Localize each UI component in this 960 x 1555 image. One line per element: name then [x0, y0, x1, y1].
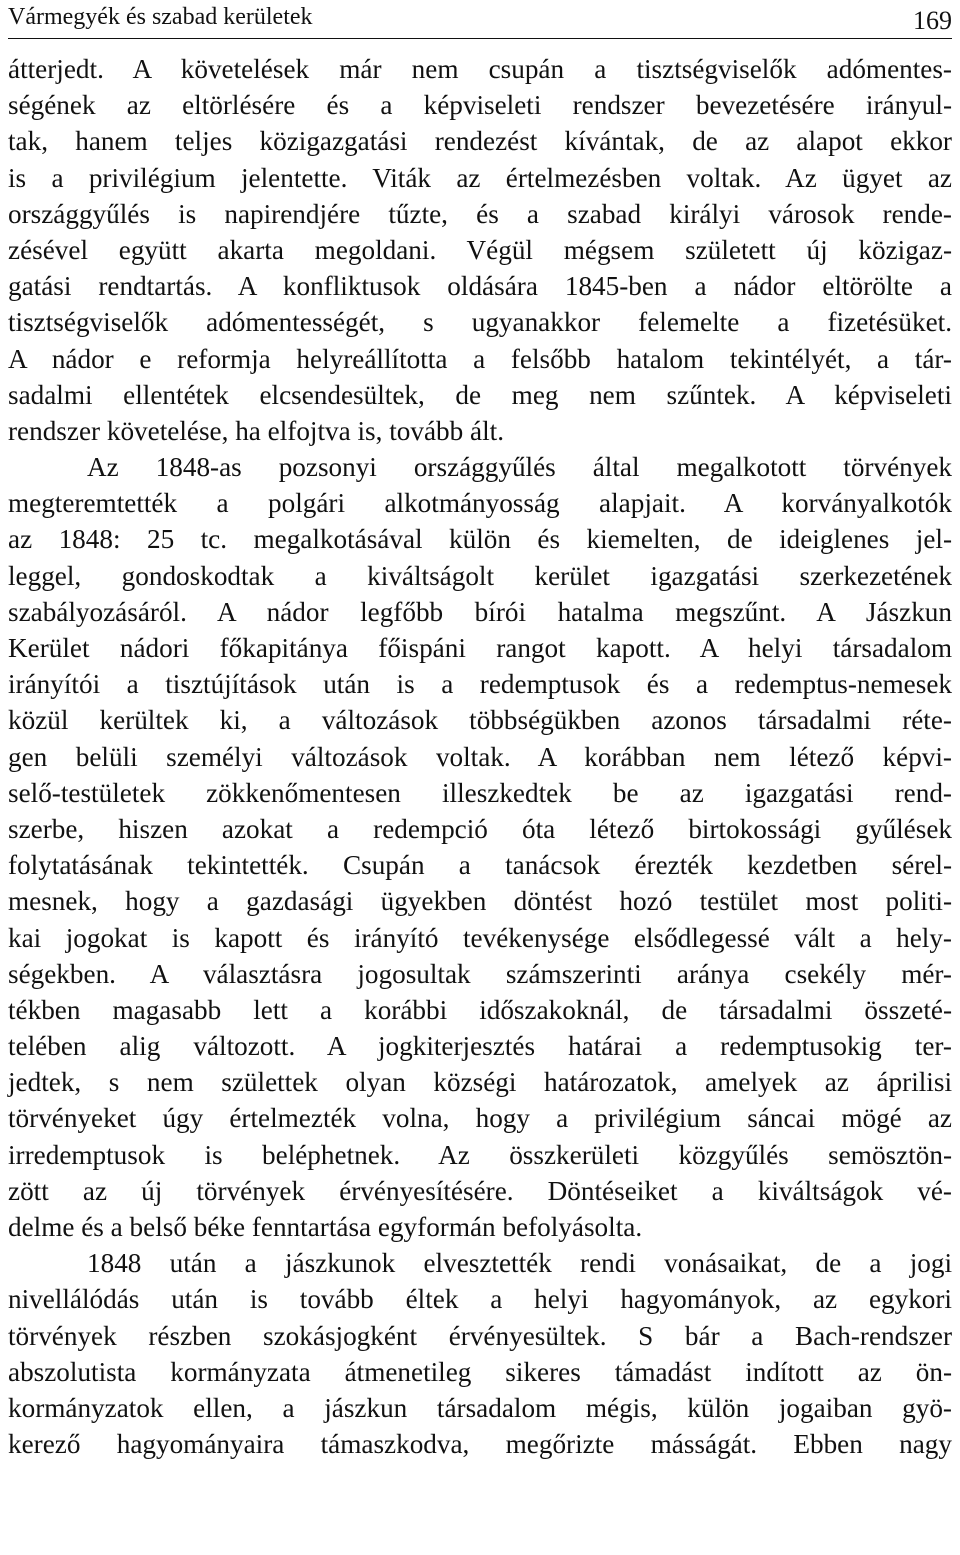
text-line: Kerület nádori főkapitánya főispáni rangot kapott. A helyi társadalom [8, 633, 952, 663]
text-line: zött az új törvények érvényesítésére. Döntéseiket a kiváltságok vé- [8, 1175, 952, 1206]
text-line: az 1848: 25 tc. megalkotásával külön és kiemelten, de ideiglenes jel- [8, 524, 952, 555]
text-line: leggel, gondoskodtak a kiváltságolt kerület igazgatási szerkezetének [8, 560, 952, 591]
text-line: gatási rendtartás. A konfliktusok oldására 1845-ben a nádor eltörölte a [8, 271, 952, 302]
text-line: selő-testületek zökkenőmentesen illeszkedtek be az igazgatási rend- [8, 777, 952, 808]
paragraph-first-line: 1848 után a jászkunok elvesztették rendi vonásaikat, de a jogi [87, 1248, 952, 1279]
text-line: irányítói a tisztújítások után is a redemptusok és a redemptus-nemesek [8, 669, 952, 700]
text-line: irredemptusok is beléphetnek. Az összkerületi közgyűlés semösztön- [8, 1139, 952, 1170]
text-line: megteremtették a polgári alkotmányosság alapjait. A korványalkotók [8, 488, 952, 519]
text-line: zésével együtt akarta megoldani. Végül mégsem született új közigaz- [8, 234, 952, 265]
text-line: országgyűlés is napirendjére tűzte, és a szabad királyi városok rende- [8, 198, 952, 229]
text-line: A nádor e reformja helyreállította a felsőbb hatalom tekintélyét, a tár- [8, 343, 952, 374]
book-page [8, 0, 952, 1462]
text-line: nivellálódás után is tovább éltek a helyi hagyományok, az egykori [8, 1284, 952, 1315]
text-line: törvények részben szokásjogként érvényesültek. S bár a Bach-rendszer [8, 1320, 952, 1351]
body-text [8, 51, 952, 1462]
text-line: szabályozásáról. A nádor legfőbb bírói hatalma megszűnt. A Jászkun [8, 596, 952, 627]
text-line: kerező hagyományaira támaszkodva, megőrizte másságát. Ebben nagy [8, 1429, 952, 1460]
text-line: kormányzatok ellen, a jászkun társadalom mégis, külön jogaiban gyö- [8, 1392, 952, 1423]
text-line: telében alig változott. A jogkiterjesztés határai a redemptusokig ter- [8, 1031, 952, 1062]
text-line: tak, hanem teljes közigazgatási rendezést kívántak, de az alapot ekkor [8, 126, 952, 157]
text-line: gen belüli személyi változások voltak. A korábban nem létező képvi- [8, 741, 952, 772]
text-line: átterjedt. A követelések már nem csupán a tisztségviselők adómentes- [8, 54, 952, 84]
running-title: Vármegyék és szabad kerületek [8, 4, 313, 30]
text-line: sadalmi ellentétek elcsendesültek, de meg nem szűntek. A képviseleti [8, 379, 952, 410]
text-line: jedtek, s nem születtek olyan községi határozatok, amelyek az áprilisi [8, 1067, 952, 1098]
text-line: ségekben. A választásra jogosultak számszerinti aránya csekély mér- [8, 958, 952, 989]
running-head [8, 0, 952, 39]
text-line: törvényeket úgy értelmezték volna, hogy a privilégium sáncai mögé az [8, 1103, 952, 1134]
text-line: tisztségviselők adómentességét, s ugyanakkor felemelte a fizetésüket. [8, 307, 952, 338]
paragraph-last-line: delme és a belső béke fenntartása egyformán befolyásolta. [8, 1212, 643, 1242]
text-line: közül kerültek ki, a változások többségükben azonos társadalmi réte- [8, 705, 952, 736]
text-line: kai jogokat is kapott és irányító tevékenysége elsődlegessé vált a hely- [8, 922, 952, 953]
text-line: abszolutista kormányzata átmenetileg sikeres támadást indított az ön- [8, 1356, 952, 1387]
text-line: is a privilégium jelentette. Viták az értelmezésben voltak. Az ügyet az [8, 162, 952, 193]
page-number: 169 [913, 6, 952, 35]
text-line: tékben magasabb lett a korábbi időszakoknál, de társadalmi összeté- [8, 994, 952, 1025]
text-line: szerbe, hiszen azokat a redempció óta létező birtokossági gyűlések [8, 813, 952, 844]
paragraph-last-line: rendszer követelése, ha elfojtva is, tovább ált. [8, 415, 504, 446]
paragraph-first-line: Az 1848-as pozsonyi országgyűlés által megalkotott törvények [87, 452, 952, 483]
text-line: mesnek, hogy a gazdasági ügyekben döntést hozó testület most politi- [8, 886, 952, 917]
text-line: ségének az eltörlésére és a képviseleti rendszer bevezetésére irányul- [8, 90, 952, 121]
text-line: folytatásának tekintették. Csupán a tanácsok érezték kezdetben sérel- [8, 850, 952, 881]
